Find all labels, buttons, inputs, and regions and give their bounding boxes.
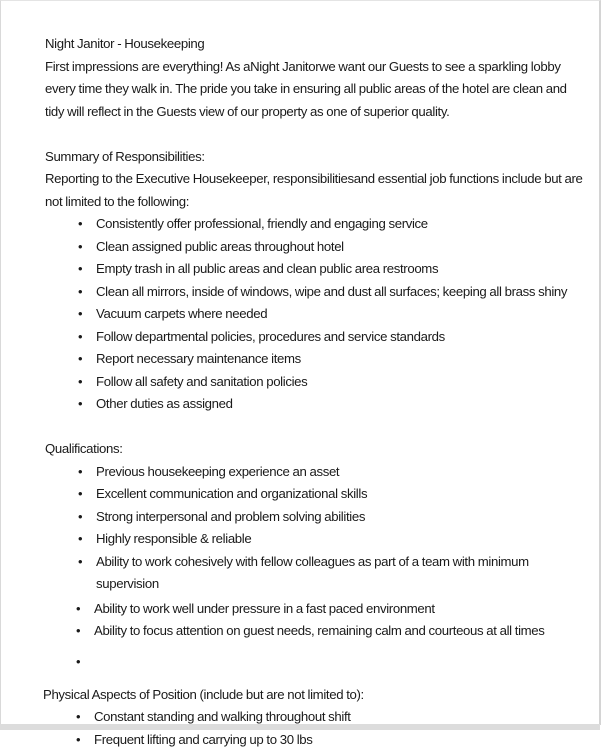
page-bottom-edge bbox=[0, 724, 600, 730]
document-body bbox=[45, 33, 565, 751]
bullet-icon: • bbox=[78, 528, 82, 551]
list-item bbox=[45, 371, 565, 394]
responsibilities-list bbox=[45, 213, 565, 416]
bullet-icon: • bbox=[78, 258, 82, 281]
list-item-text: supervision bbox=[96, 576, 159, 591]
list-item-text: Consistently offer professional, friendly and engaging service bbox=[96, 216, 428, 231]
list-item bbox=[45, 528, 565, 551]
list-item-text: Previous housekeeping experience an asset bbox=[96, 464, 339, 479]
list-item bbox=[45, 506, 565, 529]
list-item bbox=[45, 348, 565, 371]
list-item-text: Other duties as assigned bbox=[96, 396, 233, 411]
bullet-icon: • bbox=[78, 551, 82, 574]
bullet-icon: • bbox=[76, 598, 80, 621]
list-item bbox=[45, 598, 565, 621]
list-item-empty bbox=[45, 643, 565, 676]
section-heading-physical: Physical Aspects of Position (include but are not limited to): bbox=[43, 684, 565, 707]
spacer bbox=[45, 123, 565, 146]
bullet-icon: • bbox=[78, 326, 82, 349]
list-item-text: Clean all mirrors, inside of windows, wipe and dust all surfaces; keeping all brass shiny bbox=[96, 284, 567, 299]
bullet-icon: • bbox=[78, 506, 82, 529]
bullet-icon: • bbox=[78, 281, 82, 304]
list-item-text: Follow departmental policies, procedures and service standards bbox=[96, 329, 445, 344]
list-item-text: Ability to focus attention on guest needs, remaining calm and courteous at all times bbox=[94, 623, 545, 638]
list-item-text: Constant standing and walking throughout shift bbox=[94, 709, 351, 724]
bullet-icon: • bbox=[78, 303, 82, 326]
spacer bbox=[45, 676, 565, 684]
list-item bbox=[45, 303, 565, 326]
section-heading-qualifications: Qualifications: bbox=[45, 438, 565, 461]
list-item-text: Strong interpersonal and problem solving abilities bbox=[96, 509, 365, 524]
intro-line: First impressions are everything! As aNight Janitorwe want our Guests to see a sparkling lobby bbox=[45, 56, 565, 79]
list-item-text: Report necessary maintenance items bbox=[96, 351, 301, 366]
bullet-icon: • bbox=[76, 651, 80, 674]
bullet-icon: • bbox=[78, 483, 82, 506]
bullet-icon: • bbox=[76, 706, 80, 729]
qualifications-list bbox=[45, 461, 565, 596]
list-item bbox=[45, 551, 565, 574]
list-item-text: Follow all safety and sanitation policies bbox=[96, 374, 307, 389]
intro-line: every time they walk in. The pride you take in ensuring all public areas of the hotel are clean and bbox=[45, 78, 565, 101]
list-item-text: Ability to work well under pressure in a fast paced environment bbox=[94, 601, 435, 616]
bullet-icon: • bbox=[76, 620, 80, 643]
list-item bbox=[45, 326, 565, 349]
list-item-text: Empty trash in all public areas and clean public area restrooms bbox=[96, 261, 438, 276]
bullet-icon: • bbox=[76, 729, 80, 751]
list-item bbox=[45, 729, 565, 751]
bullet-icon: • bbox=[78, 461, 82, 484]
qualifications-list-continued bbox=[45, 598, 565, 676]
list-item-text: Excellent communication and organizational skills bbox=[96, 486, 367, 501]
list-item-text: Clean assigned public areas throughout hotel bbox=[96, 239, 344, 254]
list-item-text: Highly responsible & reliable bbox=[96, 531, 251, 546]
document-title: Night Janitor - Housekeeping bbox=[45, 33, 565, 56]
list-item bbox=[45, 213, 565, 236]
section-heading-responsibilities: Summary of Responsibilities: bbox=[45, 146, 565, 169]
responsibilities-intro: not limited to the following: bbox=[45, 191, 565, 214]
bullet-icon: • bbox=[78, 393, 82, 416]
list-item-continuation bbox=[45, 573, 565, 596]
list-item bbox=[45, 620, 565, 643]
bullet-icon: • bbox=[78, 236, 82, 259]
list-item bbox=[45, 483, 565, 506]
list-item-text: Frequent lifting and carrying up to 30 lbs bbox=[94, 732, 313, 747]
list-item-text: Vacuum carpets where needed bbox=[96, 306, 267, 321]
spacer bbox=[45, 416, 565, 439]
list-item-text: Ability to work cohesively with fellow colleagues as part of a team with minimum bbox=[96, 554, 529, 569]
list-item bbox=[45, 281, 565, 304]
list-item bbox=[45, 461, 565, 484]
bullet-icon: • bbox=[78, 371, 82, 394]
list-item bbox=[45, 393, 565, 416]
list-item bbox=[45, 236, 565, 259]
bullet-icon: • bbox=[78, 348, 82, 371]
intro-line: tidy will reflect in the Guests view of our property as one of superior quality. bbox=[45, 101, 565, 124]
list-item bbox=[45, 258, 565, 281]
responsibilities-intro: Reporting to the Executive Housekeeper, responsibilitiesand essential job functions include but are bbox=[45, 168, 565, 191]
bullet-icon: • bbox=[78, 213, 82, 236]
